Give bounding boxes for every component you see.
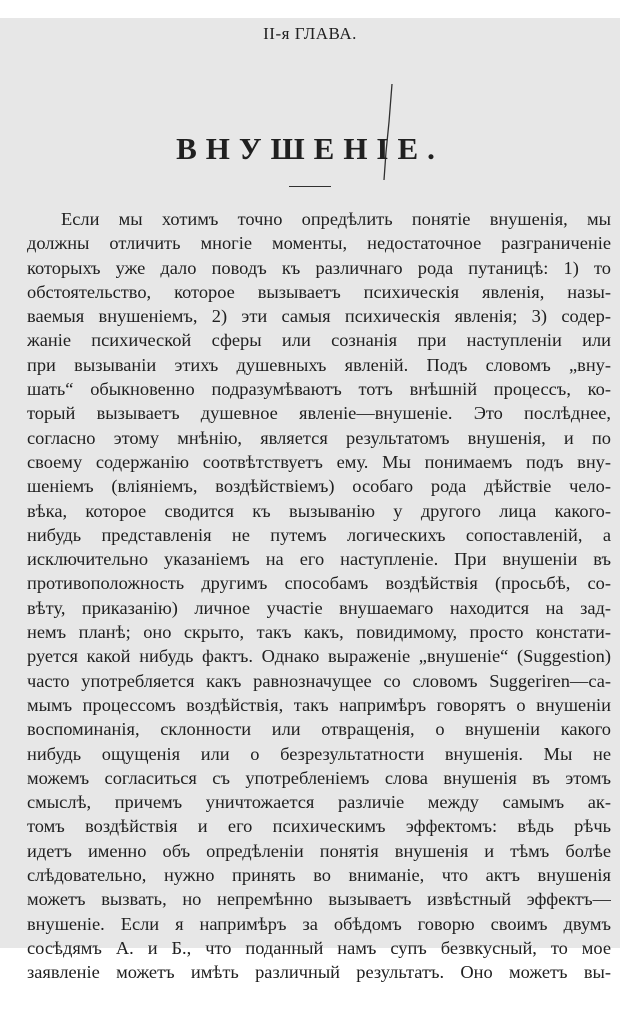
text-line: которыхъ уже дало поводъ къ различнаго рода путаницѣ: 1) то xyxy=(27,257,611,278)
text-line: немъ планѣ; оно скрыто, такъ какъ, повидимому, просто констати- xyxy=(27,622,611,643)
text-line: мымъ процессомъ воздѣйствія, такъ напримѣръ говорятъ о внушеніи xyxy=(27,694,611,715)
text-line: своему содержанію соотвѣтствуетъ ему. Мы понимаемъ подъ вну- xyxy=(27,451,611,472)
text-line: при вызываніи этихъ душевныхъ явленій. Подъ словомъ „вну- xyxy=(27,354,611,375)
text-line: Если мы хотимъ точно опредѣлить понятіе внушенія, мы xyxy=(61,209,611,229)
text-line: можемъ согласиться съ употребленіемъ слова внушенія въ этомъ xyxy=(27,767,611,788)
text-line: вѣту, приказанію) личное участіе внушаемаго находится на зад- xyxy=(27,597,611,618)
text-line: идетъ именно объ опредѣленіи понятія внушенія и тѣмъ болѣе xyxy=(27,840,611,861)
text-line: воспоминанія, склонности или отвращенія, о внушеніи какого xyxy=(27,719,611,740)
text-line: должны отличить многіе моменты, недостаточное разграниченіе xyxy=(27,233,611,254)
text-line: вѣка, которое сводится къ вызыванію у другого лица какого- xyxy=(27,500,611,521)
text-line: часто употребляется какъ равнозначущее со словомъ Suggeriren—са- xyxy=(27,670,611,691)
text-line: согласно этому мнѣнію, является результатомъ внушенія, и по xyxy=(27,427,611,448)
text-line: смыслѣ, причемъ уничтожается различіе между самымъ ак- xyxy=(27,792,611,813)
text-line: шать“ обыкновенно подразумѣваютъ тотъ внѣшній процессъ, ко- xyxy=(27,379,611,400)
text-line: внушеніе. Если я напримѣръ за обѣдомъ говорю своимъ двумъ xyxy=(27,913,611,934)
text-line: исключительно указаніемъ на его наступленіе. При внушеніи въ xyxy=(27,549,611,570)
text-line: жаніе психической сферы или сознанія при наступленіи или xyxy=(27,330,611,351)
text-line: томъ воздѣйствія и его психическимъ эффектомъ: вѣдь рѣчь xyxy=(27,816,611,837)
text-line: торый вызываетъ душевное явленіе—внушеніе. Это послѣднее, xyxy=(27,403,611,424)
text-line: шеніемъ (вліяніемъ, воздѣйствіемъ) особаго рода дѣйствіе чело- xyxy=(27,476,611,497)
text-line: заявленіе можетъ имѣть различный результатъ. Оно можетъ вы- xyxy=(27,962,611,983)
top-margin xyxy=(0,0,620,18)
chapter-title: ВНУШЕНІЕ. xyxy=(176,131,444,166)
text-line: обстоятельство, которое вызываетъ психическія явленія, назы- xyxy=(27,281,611,302)
body-text xyxy=(27,207,611,985)
chapter-heading: II-я ГЛАВА. xyxy=(263,24,357,43)
text-line: слѣдовательно, нужно принять во вниманіе, что актъ внушенія xyxy=(27,865,611,886)
text-line: противоположность другимъ способамъ воздѣйствія (просьбѣ, со- xyxy=(27,573,611,594)
text-line: нибудь представленія не путемъ логическихъ сопоставленій, а xyxy=(27,524,611,545)
text-line: можетъ вызвать, но непремѣнно вызываетъ извѣстный эффектъ— xyxy=(27,889,611,910)
text-line: нибудь ощущенія или о безрезультатности внушенія. Мы не xyxy=(27,743,611,764)
text-line: сосѣдямъ А. и Б., что поданный намъ супъ безвкусный, то мое xyxy=(27,937,611,958)
text-line: руется какой нибудь фактъ. Однако выраженіе „внушеніе“ (Suggestion) xyxy=(27,646,611,667)
text-line: ваемыя внушеніемъ, 2) эти самыя психическія явленія; 3) содер- xyxy=(27,306,611,327)
title-rule xyxy=(289,186,331,187)
